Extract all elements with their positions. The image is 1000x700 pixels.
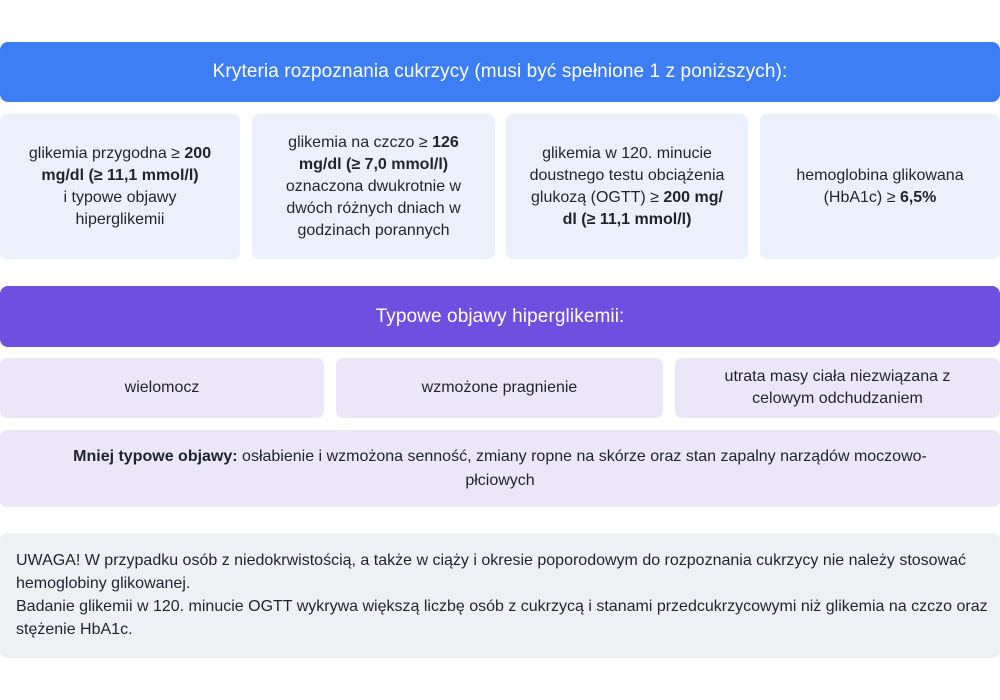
less-typical-list: osłabienie i wzmożona senność, zmiany ropne na skórze oraz stan zapalny narządów moczowo-płciowych	[237, 447, 927, 489]
criterion-value: 200	[184, 144, 212, 162]
criterion-value: 200 mg/	[663, 188, 723, 206]
less-typical-text	[60, 445, 940, 493]
criterion-pre: glikemia w 120. minucie doustnego testu obciążenia glukozą (OGTT) ≥	[529, 144, 725, 206]
criterion-post: i typowe objawy hiperglikemii	[63, 188, 177, 228]
criterion-text	[29, 143, 211, 231]
symptom-polyuria	[0, 358, 324, 418]
criterion-text	[775, 165, 985, 209]
symptom-label: wzmożone pragnienie	[421, 379, 578, 396]
criterion-fasting-glycemia	[252, 114, 495, 259]
criterion-value: 126	[432, 133, 459, 151]
criterion-text	[520, 143, 735, 231]
symptom-weight-loss	[675, 358, 1000, 418]
warning-note	[0, 533, 1000, 658]
criterion-post: oznaczona dwukrotnie w dwóch różnych dniach w godzinach porannych	[285, 177, 462, 239]
criterion-pre: hemoglobina glikowana (HbA1c) ≥	[796, 166, 964, 206]
criteria-header-text: Kryteria rozpoznania cukrzycy (musi być spełnione 1 z poniższych):	[212, 61, 788, 82]
criterion-random-glycemia	[0, 114, 240, 259]
symptom-label: wielomocz	[124, 379, 200, 396]
symptoms-header	[0, 286, 1000, 347]
symptom-label: utrata masy ciała niezwiązana z celowym odchudzaniem	[724, 368, 951, 407]
warning-paragraph: UWAGA! W przypadku osób z niedokrwistością, a także w ciąży i okresie poporodowym do rozpoznania cukrzycy nie należy stosować hemoglobiny glikowanej.	[16, 552, 967, 592]
criterion-text	[271, 132, 476, 242]
criterion-pre: glikemia na czczo ≥	[288, 133, 433, 151]
criterion-pre: glikemia przygodna ≥	[28, 144, 185, 162]
symptom-thirst	[336, 358, 663, 418]
symptoms-header-text: Typowe objawy hiperglikemii:	[375, 305, 625, 327]
criteria-header	[0, 42, 1000, 102]
criterion-hba1c	[760, 114, 1000, 259]
ogtt-note-paragraph: Badanie glikemii w 120. minucie OGTT wykrywa większą liczbę osób z cukrzycą i stanami przedcukrzycowymi niż glikemia na czczo oraz stężenie HbA1c.	[16, 598, 988, 638]
less-typical-symptoms	[0, 430, 1000, 507]
criterion-value: 6,5%	[899, 188, 937, 206]
criterion-unit: dl (≥ 11,1 mmol/l)	[562, 210, 692, 228]
criterion-unit: mg/dl (≥ 7,0 mmol/l)	[298, 155, 449, 173]
criterion-unit: mg/dl (≥ 11,1 mmol/l)	[41, 166, 199, 184]
criterion-ogtt	[506, 114, 748, 259]
less-typical-label: Mniej typowe objawy:	[73, 447, 238, 465]
